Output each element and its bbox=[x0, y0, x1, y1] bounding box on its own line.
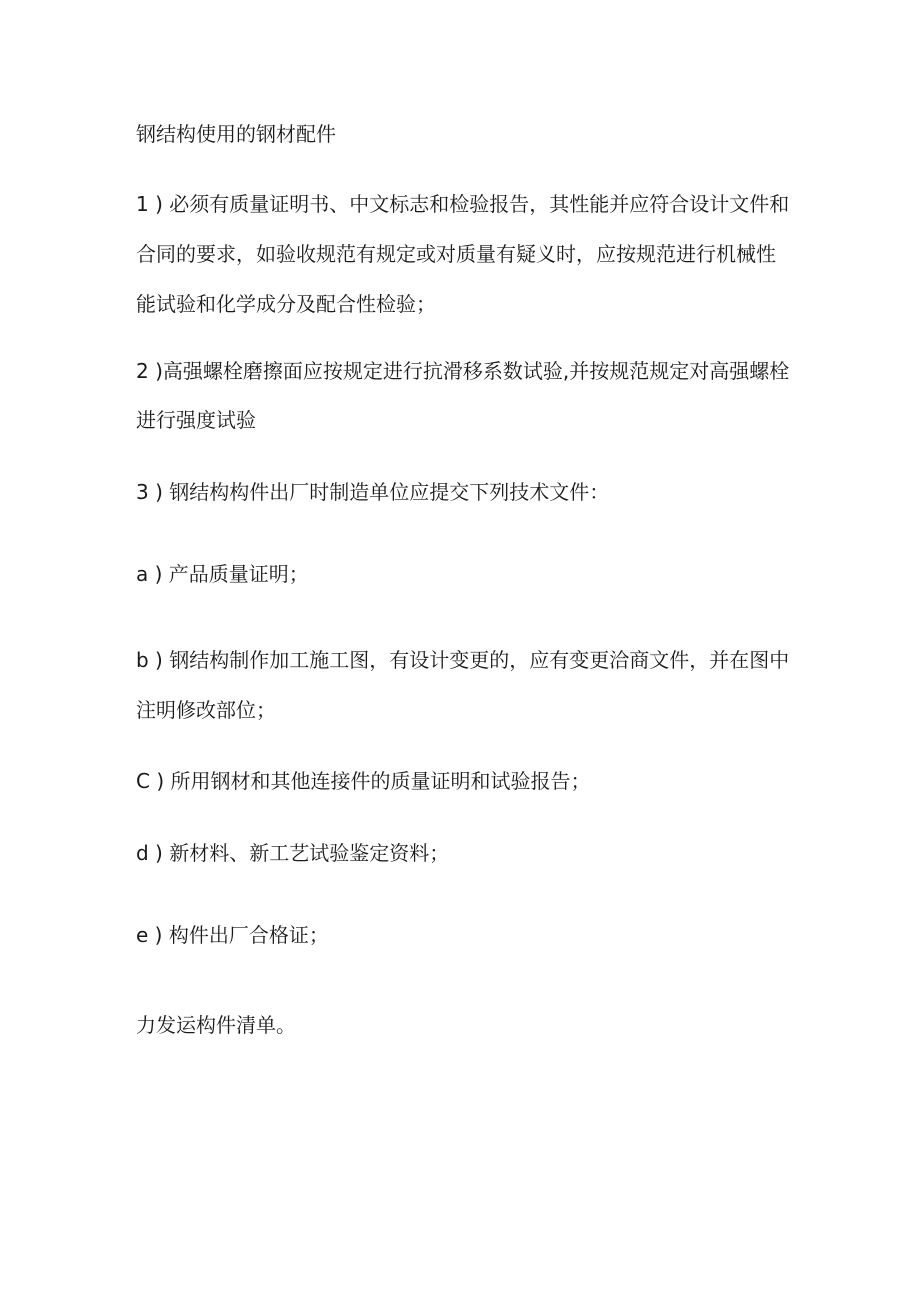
sub-item-a: a ) 产品质量证明； bbox=[136, 562, 309, 586]
sub-item-d: d ) 新材料、新工艺试验鉴定资料； bbox=[136, 841, 450, 865]
item-1-line-1: 1 ) 必须有质量证明书、中文标志和检验报告，其性能并应符合设计文件和 bbox=[136, 192, 790, 216]
sub-item-b-line-2: 注明修改部位； bbox=[136, 698, 276, 722]
item-2-line-1: 2 )高强螺栓磨擦面应按规定进行抗滑移系数试验,并按规范规定对高强螺栓 bbox=[136, 359, 790, 383]
closing-line: 力发运构件清单。 bbox=[136, 1013, 296, 1037]
item-2-line-2: 进行强度试验 bbox=[136, 408, 256, 432]
sub-item-e: e ) 构件出厂合格证； bbox=[136, 923, 329, 947]
item-1-line-2: 合同的要求，如验收规范有规定或对质量有疑义时，应按规范进行机械性 bbox=[136, 242, 776, 266]
document-title: 钢结构使用的钢材配件 bbox=[136, 122, 336, 146]
sub-item-c: C ) 所用钢材和其他连接件的质量证明和试验报告； bbox=[136, 769, 591, 793]
sub-item-b-line-1: b ) 钢结构制作加工施工图，有设计变更的，应有变更洽商文件，并在图中 bbox=[136, 648, 790, 672]
item-3-heading: 3 ) 钢结构构件出厂时制造单位应提交下列技术文件： bbox=[136, 480, 610, 504]
item-1-line-3: 能试验和化学成分及配合性检验； bbox=[136, 292, 436, 316]
